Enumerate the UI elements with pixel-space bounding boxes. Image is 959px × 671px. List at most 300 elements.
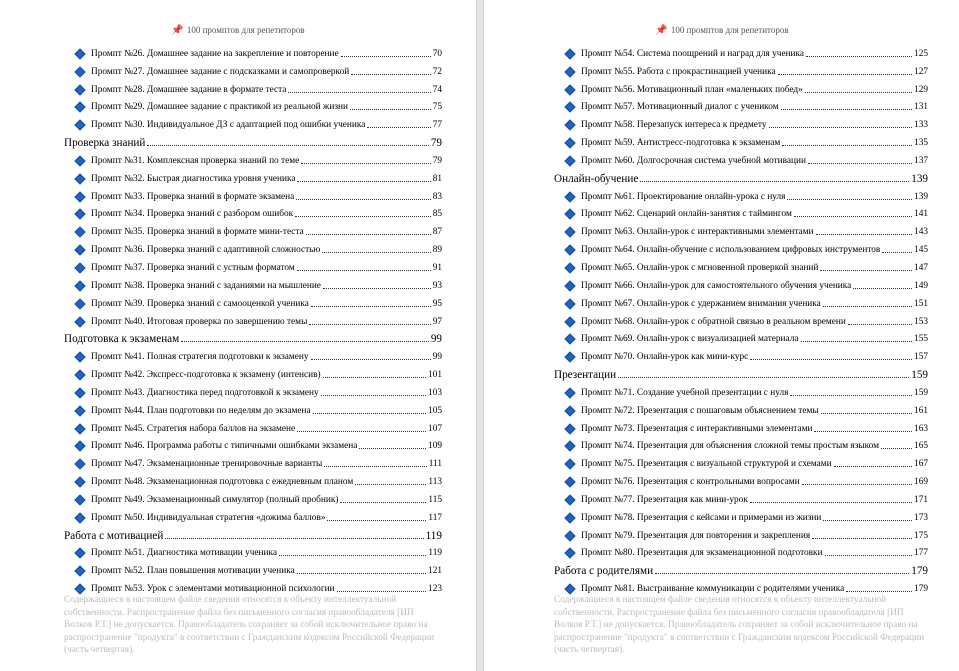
toc-entry-title: Промпт №73. Презентация с интерактивными элементами xyxy=(581,423,813,434)
dot-leader xyxy=(769,127,913,128)
toc-entry[interactable] xyxy=(554,435,928,453)
header-title: 100 промптов для репетиторов xyxy=(186,25,305,35)
dot-leader xyxy=(327,520,426,521)
toc-entry[interactable] xyxy=(554,292,928,310)
diamond-bullet-icon xyxy=(74,387,85,398)
toc-section-heading[interactable] xyxy=(64,131,442,149)
toc-section-heading[interactable] xyxy=(64,524,442,542)
dot-leader xyxy=(881,448,912,449)
toc-section-heading[interactable] xyxy=(554,559,928,577)
toc-page-number: 175 xyxy=(914,530,928,541)
diamond-bullet-icon xyxy=(74,476,85,487)
page-gutter xyxy=(476,0,484,671)
toc-entry[interactable] xyxy=(554,577,928,595)
toc-page-number: 87 xyxy=(432,227,442,238)
dot-leader xyxy=(323,377,426,378)
toc-page-number: 99 xyxy=(432,352,442,363)
toc-page-number: 169 xyxy=(914,477,928,488)
dot-leader xyxy=(655,573,909,574)
toc-entry[interactable] xyxy=(554,542,928,560)
toc-entry-title: Промпт №40. Итоговая проверка по завершению темы xyxy=(91,316,308,327)
dot-leader xyxy=(321,395,426,396)
copyright-notice: Содержащиеся в настоящем файле сведения относятся к объекту интеллектуальной собственности. Распространение файла без письменного согласия правообладателя [ИП Волков Р.Т.] не допускается. Правообладатель сохраняет за собой исключительное право на распространение "продукта" в соответствии с Гражданским кодексом Российской Федерации (часть четвертая). xyxy=(64,595,435,656)
diamond-bullet-icon xyxy=(564,209,575,220)
dot-leader xyxy=(816,234,913,235)
toc-entry-title: Работа с родителями xyxy=(554,565,654,578)
dot-leader xyxy=(355,484,426,485)
diamond-bullet-icon xyxy=(564,423,575,434)
toc-entry-title: Промпт №31. Комплексная проверка знаний по теме xyxy=(91,155,300,166)
dot-leader xyxy=(297,270,431,271)
toc-page-number: 131 xyxy=(914,102,928,113)
toc-page-number: 105 xyxy=(428,405,442,416)
diamond-bullet-icon xyxy=(564,405,575,416)
toc-page-number: 129 xyxy=(914,84,928,95)
pushpin-icon: 📌 xyxy=(171,25,184,36)
dot-leader xyxy=(311,306,431,307)
diamond-bullet-icon xyxy=(74,280,85,291)
toc-entry[interactable] xyxy=(64,42,442,60)
diamond-bullet-icon xyxy=(74,441,85,452)
toc-entry-title: Проверка знаний xyxy=(64,137,146,150)
toc-entry-title: Промпт №60. Долгосрочная система учебной мотивации xyxy=(581,155,806,166)
dot-leader xyxy=(787,199,912,200)
dot-leader xyxy=(296,199,430,200)
toc-entry[interactable] xyxy=(64,220,442,238)
toc-entry[interactable] xyxy=(554,149,928,167)
toc-page-number: 97 xyxy=(432,316,442,327)
toc-page-number: 74 xyxy=(432,84,442,95)
diamond-bullet-icon xyxy=(564,512,575,523)
toc-entry[interactable] xyxy=(554,328,928,346)
table-of-contents xyxy=(64,42,442,595)
diamond-bullet-icon xyxy=(564,334,575,345)
toc-entry[interactable] xyxy=(554,42,928,60)
dot-leader xyxy=(802,484,912,485)
toc-entry[interactable] xyxy=(64,506,442,524)
diamond-bullet-icon xyxy=(74,494,85,505)
diamond-bullet-icon xyxy=(564,280,575,291)
toc-entry-title: Подготовка к экзаменам xyxy=(64,333,180,346)
diamond-bullet-icon xyxy=(564,84,575,95)
toc-entry[interactable] xyxy=(554,256,928,274)
toc-page-number: 125 xyxy=(914,48,928,59)
toc-entry-title: Промпт №51. Диагностика мотивации ученика xyxy=(91,548,277,559)
dot-leader xyxy=(640,181,909,182)
dot-leader xyxy=(324,466,426,467)
toc-entry-title: Промпт №43. Диагностика перед подготовкой к экзамену xyxy=(91,387,319,398)
toc-entry-title: Работа с мотивацией xyxy=(64,529,164,542)
diamond-bullet-icon xyxy=(564,441,575,452)
toc-entry[interactable] xyxy=(554,488,928,506)
diamond-bullet-icon xyxy=(564,548,575,559)
toc-entry-title: Промпт №78. Презентация с кейсами и примерами из жизни xyxy=(581,512,822,523)
toc-entry-title: Промпт №29. Домашнее задание с практикой из реальной жизни xyxy=(91,102,348,113)
toc-entry-title: Промпт №61. Проектирование онлайн-урока с нуля xyxy=(581,191,786,202)
diamond-bullet-icon xyxy=(74,227,85,238)
toc-entry[interactable] xyxy=(554,452,928,470)
diamond-bullet-icon xyxy=(564,155,575,166)
dot-leader xyxy=(359,448,426,449)
toc-page-number: 127 xyxy=(914,66,928,77)
toc-entry[interactable] xyxy=(64,345,442,363)
dot-leader xyxy=(340,502,426,503)
dot-leader xyxy=(750,359,912,360)
toc-entry-title: Промпт №81. Выстраивание коммуникации с родителями ученика xyxy=(581,584,845,595)
diamond-bullet-icon xyxy=(564,530,575,541)
diamond-bullet-icon xyxy=(74,352,85,363)
toc-page-number: 95 xyxy=(432,298,442,309)
toc-page-number: 171 xyxy=(914,494,928,505)
toc-page-number: 115 xyxy=(428,494,442,505)
dot-leader xyxy=(790,395,912,396)
toc-page-number: 113 xyxy=(428,477,442,488)
dot-leader xyxy=(846,591,912,592)
toc-entry-title: Промпт №30. Индивидуальное ДЗ с адаптацией под ошибки ученика xyxy=(91,120,366,131)
toc-page-number: 179 xyxy=(914,584,928,595)
toc-page-number: 157 xyxy=(914,352,928,363)
toc-entry[interactable] xyxy=(554,220,928,238)
toc-entry-title: Презентации xyxy=(554,369,617,382)
toc-entry[interactable] xyxy=(64,203,442,221)
dot-leader xyxy=(805,92,912,93)
toc-entry-title: Промпт №28. Домашнее задание в формате теста xyxy=(91,84,287,95)
toc-entry[interactable] xyxy=(64,274,442,292)
toc-page-number: 137 xyxy=(914,155,928,166)
dot-leader xyxy=(297,431,426,432)
toc-entry-title: Промпт №77. Презентация как мини-урок xyxy=(581,494,748,505)
diamond-bullet-icon xyxy=(74,512,85,523)
toc-entry[interactable] xyxy=(554,399,928,417)
toc-entry-title: Промпт №48. Экзаменационная подготовка с ежедневным планом xyxy=(91,477,354,488)
toc-page-number: 151 xyxy=(914,298,928,309)
toc-entry[interactable] xyxy=(64,292,442,310)
diamond-bullet-icon xyxy=(564,387,575,398)
toc-entry-title: Промпт №27. Домашнее задание с подсказками и самопроверкой xyxy=(91,66,350,77)
toc-page-number: 147 xyxy=(914,262,928,273)
diamond-bullet-icon xyxy=(74,209,85,220)
toc-entry[interactable] xyxy=(64,381,442,399)
toc-entry-title: Промпт №42. Экспресс-подготовка к экзамену (интенсив) xyxy=(91,370,321,381)
toc-entry[interactable] xyxy=(554,345,928,363)
toc-page-number: 119 xyxy=(428,548,442,559)
page-header xyxy=(0,25,476,36)
dot-leader xyxy=(297,181,430,182)
toc-page-number: 133 xyxy=(914,120,928,131)
toc-entry[interactable] xyxy=(64,559,442,577)
diamond-bullet-icon xyxy=(74,548,85,559)
toc-entry[interactable] xyxy=(554,60,928,78)
diamond-bullet-icon xyxy=(74,84,85,95)
toc-entry[interactable] xyxy=(554,203,928,221)
toc-page-number: 101 xyxy=(428,370,442,381)
dot-leader xyxy=(311,359,431,360)
toc-entry[interactable] xyxy=(64,577,442,595)
toc-entry[interactable] xyxy=(64,185,442,203)
toc-entry-title: Промпт №52. План повышения мотивации ученика xyxy=(91,566,295,577)
document-page-left xyxy=(0,0,476,671)
toc-entry[interactable] xyxy=(64,238,442,256)
diamond-bullet-icon xyxy=(564,244,575,255)
copyright-notice: Содержащиеся в настоящем файле сведения относятся к объекту интеллектуальной собственности. Распространение файла без письменного согласия правообладателя [ИП Волков Р.Т.] не допускается. Правообладатель сохраняет за собой исключительное право на распространение "продукта" в соответствии с Гражданским кодексом Российской Федерации (часть четвертая). xyxy=(554,595,925,656)
diamond-bullet-icon xyxy=(74,459,85,470)
dot-leader xyxy=(309,324,430,325)
diamond-bullet-icon xyxy=(74,48,85,59)
dot-leader xyxy=(350,109,431,110)
toc-section-heading[interactable] xyxy=(554,167,928,185)
dot-leader xyxy=(351,74,431,75)
toc-page-number: 111 xyxy=(428,459,442,470)
diamond-bullet-icon xyxy=(74,66,85,77)
toc-entry[interactable] xyxy=(554,524,928,542)
toc-entry-title: Промпт №59. Антистресс-подготовка к экзаменам xyxy=(581,138,781,149)
dot-leader xyxy=(823,520,912,521)
toc-entry[interactable] xyxy=(64,488,442,506)
toc-page-number: 145 xyxy=(914,245,928,256)
diamond-bullet-icon xyxy=(564,48,575,59)
dot-leader xyxy=(808,163,912,164)
toc-entry[interactable] xyxy=(554,274,928,292)
toc-entry-title: Промпт №68. Онлайн-урок с обратной связью в реальном времени xyxy=(581,316,846,327)
dot-leader xyxy=(147,145,428,146)
dot-leader xyxy=(834,466,912,467)
dot-leader xyxy=(341,56,431,57)
toc-page-number: 149 xyxy=(914,280,928,291)
toc-page-number: 141 xyxy=(914,209,928,220)
toc-entry-title: Промпт №58. Перезапуск интереса к предмету xyxy=(581,120,767,131)
dot-leader xyxy=(297,573,426,574)
diamond-bullet-icon xyxy=(564,494,575,505)
toc-page-number: 167 xyxy=(914,459,928,470)
toc-page-number: 79 xyxy=(432,155,442,166)
toc-entry[interactable] xyxy=(64,399,442,417)
toc-entry[interactable] xyxy=(64,310,442,328)
toc-page-number: 83 xyxy=(432,191,442,202)
dot-leader xyxy=(301,163,430,164)
toc-entry[interactable] xyxy=(64,113,442,131)
toc-entry-title: Промпт №63. Онлайн-урок с интерактивными элементами xyxy=(581,227,814,238)
toc-entry-title: Промпт №38. Проверка знаний с заданиями на мышление xyxy=(91,280,321,291)
toc-page-number: 72 xyxy=(432,66,442,77)
diamond-bullet-icon xyxy=(564,102,575,113)
toc-entry-title: Промпт №55. Работа с прокрастинацией ученика xyxy=(581,66,776,77)
toc-entry-title: Промпт №70. Онлайн-урок как мини-курс xyxy=(581,352,749,363)
toc-entry-title: Промпт №26. Домашнее задание на закрепление и повторение xyxy=(91,48,339,59)
toc-page-number: 85 xyxy=(432,209,442,220)
toc-page-number: 103 xyxy=(428,387,442,398)
toc-entry[interactable] xyxy=(554,113,928,131)
dot-leader xyxy=(781,109,912,110)
toc-page-number: 89 xyxy=(432,245,442,256)
toc-page-number: 159 xyxy=(911,369,928,382)
toc-page-number: 179 xyxy=(911,565,928,578)
toc-entry-title: Промпт №33. Проверка знаний в формате экзамена xyxy=(91,191,295,202)
diamond-bullet-icon xyxy=(74,120,85,131)
toc-entry[interactable] xyxy=(554,310,928,328)
diamond-bullet-icon xyxy=(564,316,575,327)
toc-entry[interactable] xyxy=(64,363,442,381)
toc-entry-title: Промпт №53. Урок с элементами мотивационной психологии xyxy=(91,584,335,595)
dot-leader xyxy=(288,92,430,93)
dot-leader xyxy=(782,145,912,146)
table-of-contents xyxy=(554,42,928,595)
toc-page-number: 119 xyxy=(425,529,442,542)
toc-entry[interactable] xyxy=(64,60,442,78)
diamond-bullet-icon xyxy=(74,102,85,113)
toc-entry[interactable] xyxy=(64,470,442,488)
toc-page-number: 107 xyxy=(428,423,442,434)
diamond-bullet-icon xyxy=(564,476,575,487)
toc-entry-title: Промпт №67. Онлайн-урок с удержанием внимания ученика xyxy=(581,298,821,309)
toc-entry[interactable] xyxy=(64,96,442,114)
dot-leader xyxy=(812,538,912,539)
toc-page-number: 109 xyxy=(428,441,442,452)
toc-entry-title: Промпт №47. Экзаменационные тренировочные варианты xyxy=(91,459,323,470)
toc-entry-title: Промпт №72. Презентация с пошаговым объяснением темы xyxy=(581,405,819,416)
diamond-bullet-icon xyxy=(74,566,85,577)
diamond-bullet-icon xyxy=(564,120,575,131)
toc-page-number: 161 xyxy=(914,405,928,416)
toc-page-number: 123 xyxy=(428,584,442,595)
dot-leader xyxy=(322,252,430,253)
dot-leader xyxy=(825,555,912,556)
toc-page-number: 135 xyxy=(914,138,928,149)
toc-entry[interactable] xyxy=(64,435,442,453)
toc-entry[interactable] xyxy=(554,470,928,488)
toc-entry[interactable] xyxy=(64,542,442,560)
toc-page-number: 77 xyxy=(432,120,442,131)
toc-entry[interactable] xyxy=(554,78,928,96)
toc-entry[interactable] xyxy=(64,149,442,167)
diamond-bullet-icon xyxy=(74,173,85,184)
toc-page-number: 91 xyxy=(432,262,442,273)
document-page-right xyxy=(485,0,959,671)
toc-entry[interactable] xyxy=(554,381,928,399)
dot-leader xyxy=(367,127,430,128)
diamond-bullet-icon xyxy=(564,459,575,470)
toc-entry-title: Промпт №35. Проверка знаний в формате мини-теста xyxy=(91,227,304,238)
toc-entry[interactable] xyxy=(64,452,442,470)
toc-page-number: 143 xyxy=(914,227,928,238)
diamond-bullet-icon xyxy=(74,423,85,434)
diamond-bullet-icon xyxy=(74,191,85,202)
toc-entry[interactable] xyxy=(64,256,442,274)
toc-section-heading[interactable] xyxy=(554,363,928,381)
dot-leader xyxy=(306,234,431,235)
toc-entry-title: Промпт №64. Онлайн-обучение с использованием цифровых инструментов xyxy=(581,245,881,256)
dot-leader xyxy=(806,56,912,57)
toc-page-number: 177 xyxy=(914,548,928,559)
toc-page-number: 139 xyxy=(911,172,928,185)
toc-entry-title: Промпт №34. Проверка знаний с разбором ошибок xyxy=(91,209,294,220)
page-header xyxy=(485,25,959,36)
toc-entry[interactable] xyxy=(554,417,928,435)
dot-leader xyxy=(295,216,431,217)
toc-page-number: 121 xyxy=(428,566,442,577)
dot-leader xyxy=(823,306,912,307)
diamond-bullet-icon xyxy=(74,405,85,416)
toc-page-number: 173 xyxy=(914,512,928,523)
toc-entry-title: Промпт №62. Сценарий онлайн-занятия с таймингом xyxy=(581,209,792,220)
dot-leader xyxy=(323,288,431,289)
dot-leader xyxy=(279,555,426,556)
diamond-bullet-icon xyxy=(74,244,85,255)
dot-leader xyxy=(794,216,912,217)
pushpin-icon: 📌 xyxy=(655,25,668,36)
toc-entry-title: Онлайн-обучение xyxy=(554,172,639,185)
toc-entry-title: Промпт №50. Индивидуальная стратегия «дожима баллов» xyxy=(91,512,326,523)
dot-leader xyxy=(882,252,912,253)
toc-page-number: 159 xyxy=(914,387,928,398)
toc-page-number: 165 xyxy=(914,441,928,452)
toc-entry[interactable] xyxy=(554,185,928,203)
toc-page-number: 79 xyxy=(430,137,442,150)
diamond-bullet-icon xyxy=(74,262,85,273)
dot-leader xyxy=(848,324,912,325)
dot-leader xyxy=(181,341,429,342)
toc-entry-title: Промпт №80. Презентация для экзаменационной подготовки xyxy=(581,548,823,559)
toc-page-number: 81 xyxy=(432,173,442,184)
toc-entry-title: Промпт №66. Онлайн-урок для самостоятельного обучения ученика xyxy=(581,280,852,291)
dot-leader xyxy=(814,431,912,432)
diamond-bullet-icon xyxy=(564,191,575,202)
toc-entry-title: Промпт №65. Онлайн-урок с мгновенной проверкой знаний xyxy=(581,262,819,273)
diamond-bullet-icon xyxy=(564,137,575,148)
diamond-bullet-icon xyxy=(564,298,575,309)
dot-leader xyxy=(778,74,912,75)
toc-entry-title: Промпт №71. Создание учебной презентации с нуля xyxy=(581,387,789,398)
toc-entry-title: Промпт №75. Презентация с визуальной структурой и схемами xyxy=(581,459,832,470)
dot-leader xyxy=(853,288,912,289)
diamond-bullet-icon xyxy=(74,316,85,327)
toc-entry[interactable] xyxy=(554,96,928,114)
diamond-bullet-icon xyxy=(74,298,85,309)
toc-entry-title: Промпт №37. Проверка знаний с устным форматом xyxy=(91,262,295,273)
toc-entry[interactable] xyxy=(554,506,928,524)
toc-section-heading[interactable] xyxy=(64,328,442,346)
toc-entry-title: Промпт №54. Система поощрений и наград для ученика xyxy=(581,48,805,59)
dot-leader xyxy=(313,413,426,414)
toc-entry-title: Промпт №41. Полная стратегия подготовки к экзамену xyxy=(91,352,309,363)
toc-page-number: 93 xyxy=(432,280,442,291)
dot-leader xyxy=(821,413,912,414)
toc-page-number: 70 xyxy=(432,48,442,59)
toc-entry-title: Промпт №69. Онлайн-урок с визуализацией материала xyxy=(581,334,799,345)
toc-page-number: 153 xyxy=(914,316,928,327)
diamond-bullet-icon xyxy=(564,227,575,238)
dot-leader xyxy=(820,270,912,271)
toc-entry[interactable] xyxy=(64,78,442,96)
toc-entry-title: Промпт №79. Презентация для повторения и закрепления xyxy=(581,530,811,541)
toc-page-number: 163 xyxy=(914,423,928,434)
dot-leader xyxy=(801,341,913,342)
toc-entry-title: Промпт №56. Мотивационный план «маленьких побед» xyxy=(581,84,803,95)
toc-page-number: 139 xyxy=(914,191,928,202)
diamond-bullet-icon xyxy=(564,352,575,363)
toc-entry-title: Промпт №36. Проверка знаний с адаптивной сложностью xyxy=(91,245,321,256)
toc-entry[interactable] xyxy=(554,131,928,149)
dot-leader xyxy=(618,377,909,378)
toc-entry-title: Промпт №49. Экзаменационный симулятор (полный пробник) xyxy=(91,494,339,505)
diamond-bullet-icon xyxy=(564,66,575,77)
header-title: 100 промптов для репетиторов xyxy=(670,25,789,35)
toc-entry[interactable] xyxy=(64,167,442,185)
toc-entry[interactable] xyxy=(554,238,928,256)
dot-leader xyxy=(165,538,423,539)
diamond-bullet-icon xyxy=(74,155,85,166)
toc-entry[interactable] xyxy=(64,417,442,435)
toc-entry-title: Промпт №74. Презентация для объяснения сложной темы простым языком xyxy=(581,441,880,452)
